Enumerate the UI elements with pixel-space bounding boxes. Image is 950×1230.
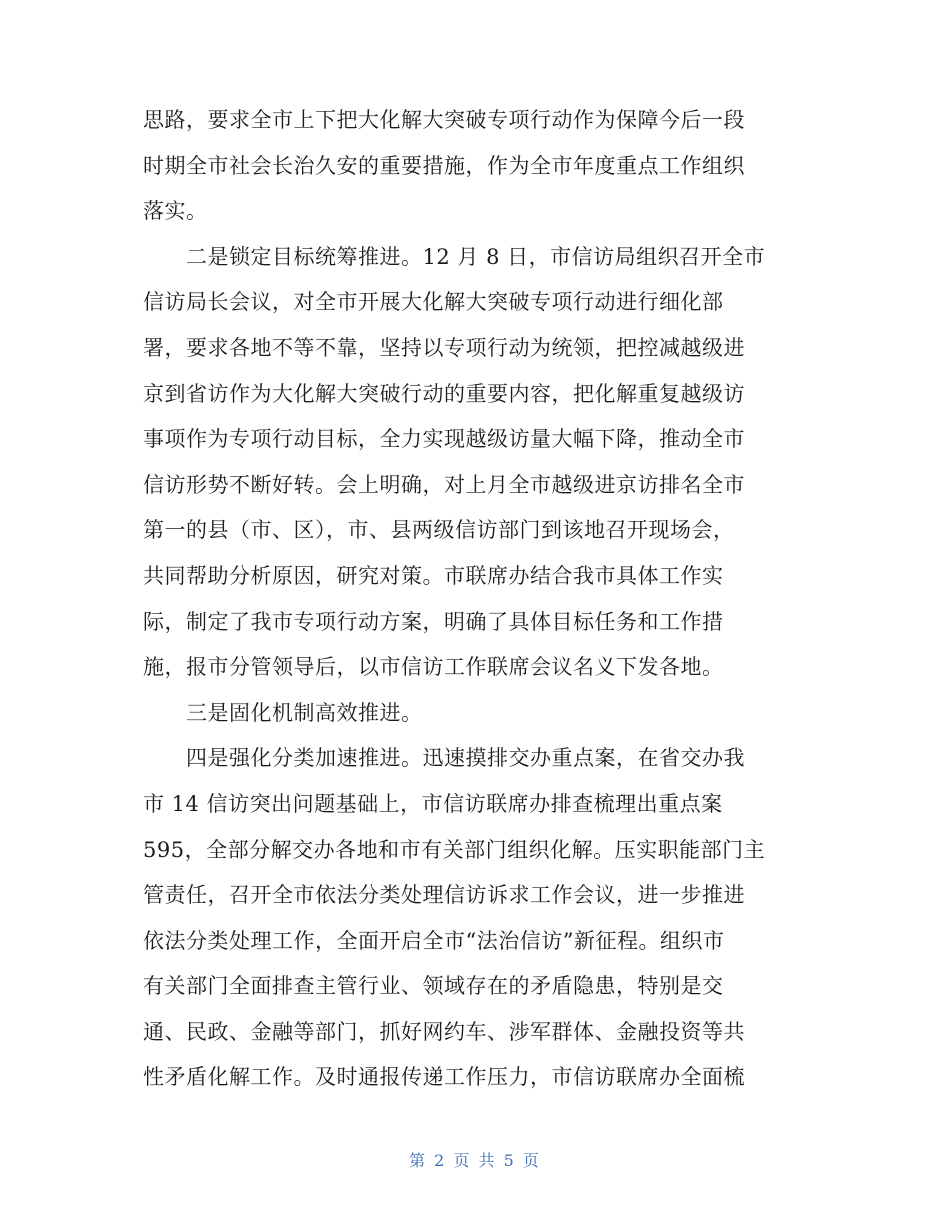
text-line: 信访局长会议，对全市开展大化解大突破专项行动进行细化部 (143, 290, 724, 315)
text-line: 四是强化分类加速推进。迅速摸排交办重点案，在省交办我 (143, 746, 745, 771)
text-line: 市 14 信访突出问题基础上，市信访联席办排查梳理出重点案 (143, 791, 723, 816)
text-line: 京到省访作为大化解大突破行动的重要内容，把化解重复越级访 (143, 381, 745, 406)
text-line: 依法分类处理工作，全面开启全市“法治信访”新征程。组织市 (143, 928, 725, 953)
text-line: 际，制定了我市专项行动方案，明确了具体目标任务和工作措 (143, 609, 724, 634)
text-line: 落实。 (143, 199, 208, 224)
text-line: 时期全市社会长治久安的重要措施，作为全市年度重点工作组织 (143, 153, 745, 178)
text-line: 三是固化机制高效推进。 (143, 700, 423, 725)
text-line: 595，全部分解交办各地和市有关部门组织化解。压实职能部门主 (143, 837, 766, 862)
text-line: 有关部门全面排查主管行业、领域存在的矛盾隐患，特别是交 (143, 974, 724, 999)
text-line: 第一的县（市、区），市、县两级信访部门到该地召开现场会， (143, 518, 735, 543)
text-line: 事项作为专项行动目标，全力实现越级访量大幅下降，推动全市 (143, 427, 745, 452)
document-body (143, 98, 813, 1101)
text-line: 署，要求各地不等不靠，坚持以专项行动为统领，把控减越级进 (143, 335, 745, 360)
text-line: 二是锁定目标统筹推进。12 月 8 日，市信访局组织召开全市 (143, 244, 766, 269)
text-line: 性矛盾化解工作。及时通报传递工作压力，市信访联席办全面梳 (143, 1065, 745, 1090)
text-line: 管责任，召开全市依法分类处理信访诉求工作会议，进一步推进 (143, 883, 745, 908)
text-line: 信访形势不断好转。会上明确，对上月全市越级进京访排名全市 (143, 472, 745, 497)
text-line: 通、民政、金融等部门，抓好网约车、涉军群体、金融投资等共 (143, 1019, 745, 1044)
text-line: 思路，要求全市上下把大化解大突破专项行动作为保障今后一段 (143, 108, 745, 132)
page-number-footer: 第 2 页 共 5 页 (409, 1151, 541, 1170)
text-line: 施，报市分管领导后，以市信访工作联席会议名义下发各地。 (143, 655, 724, 680)
text-line: 共同帮助分析原因，研究对策。市联席办结合我市具体工作实 (143, 563, 724, 588)
